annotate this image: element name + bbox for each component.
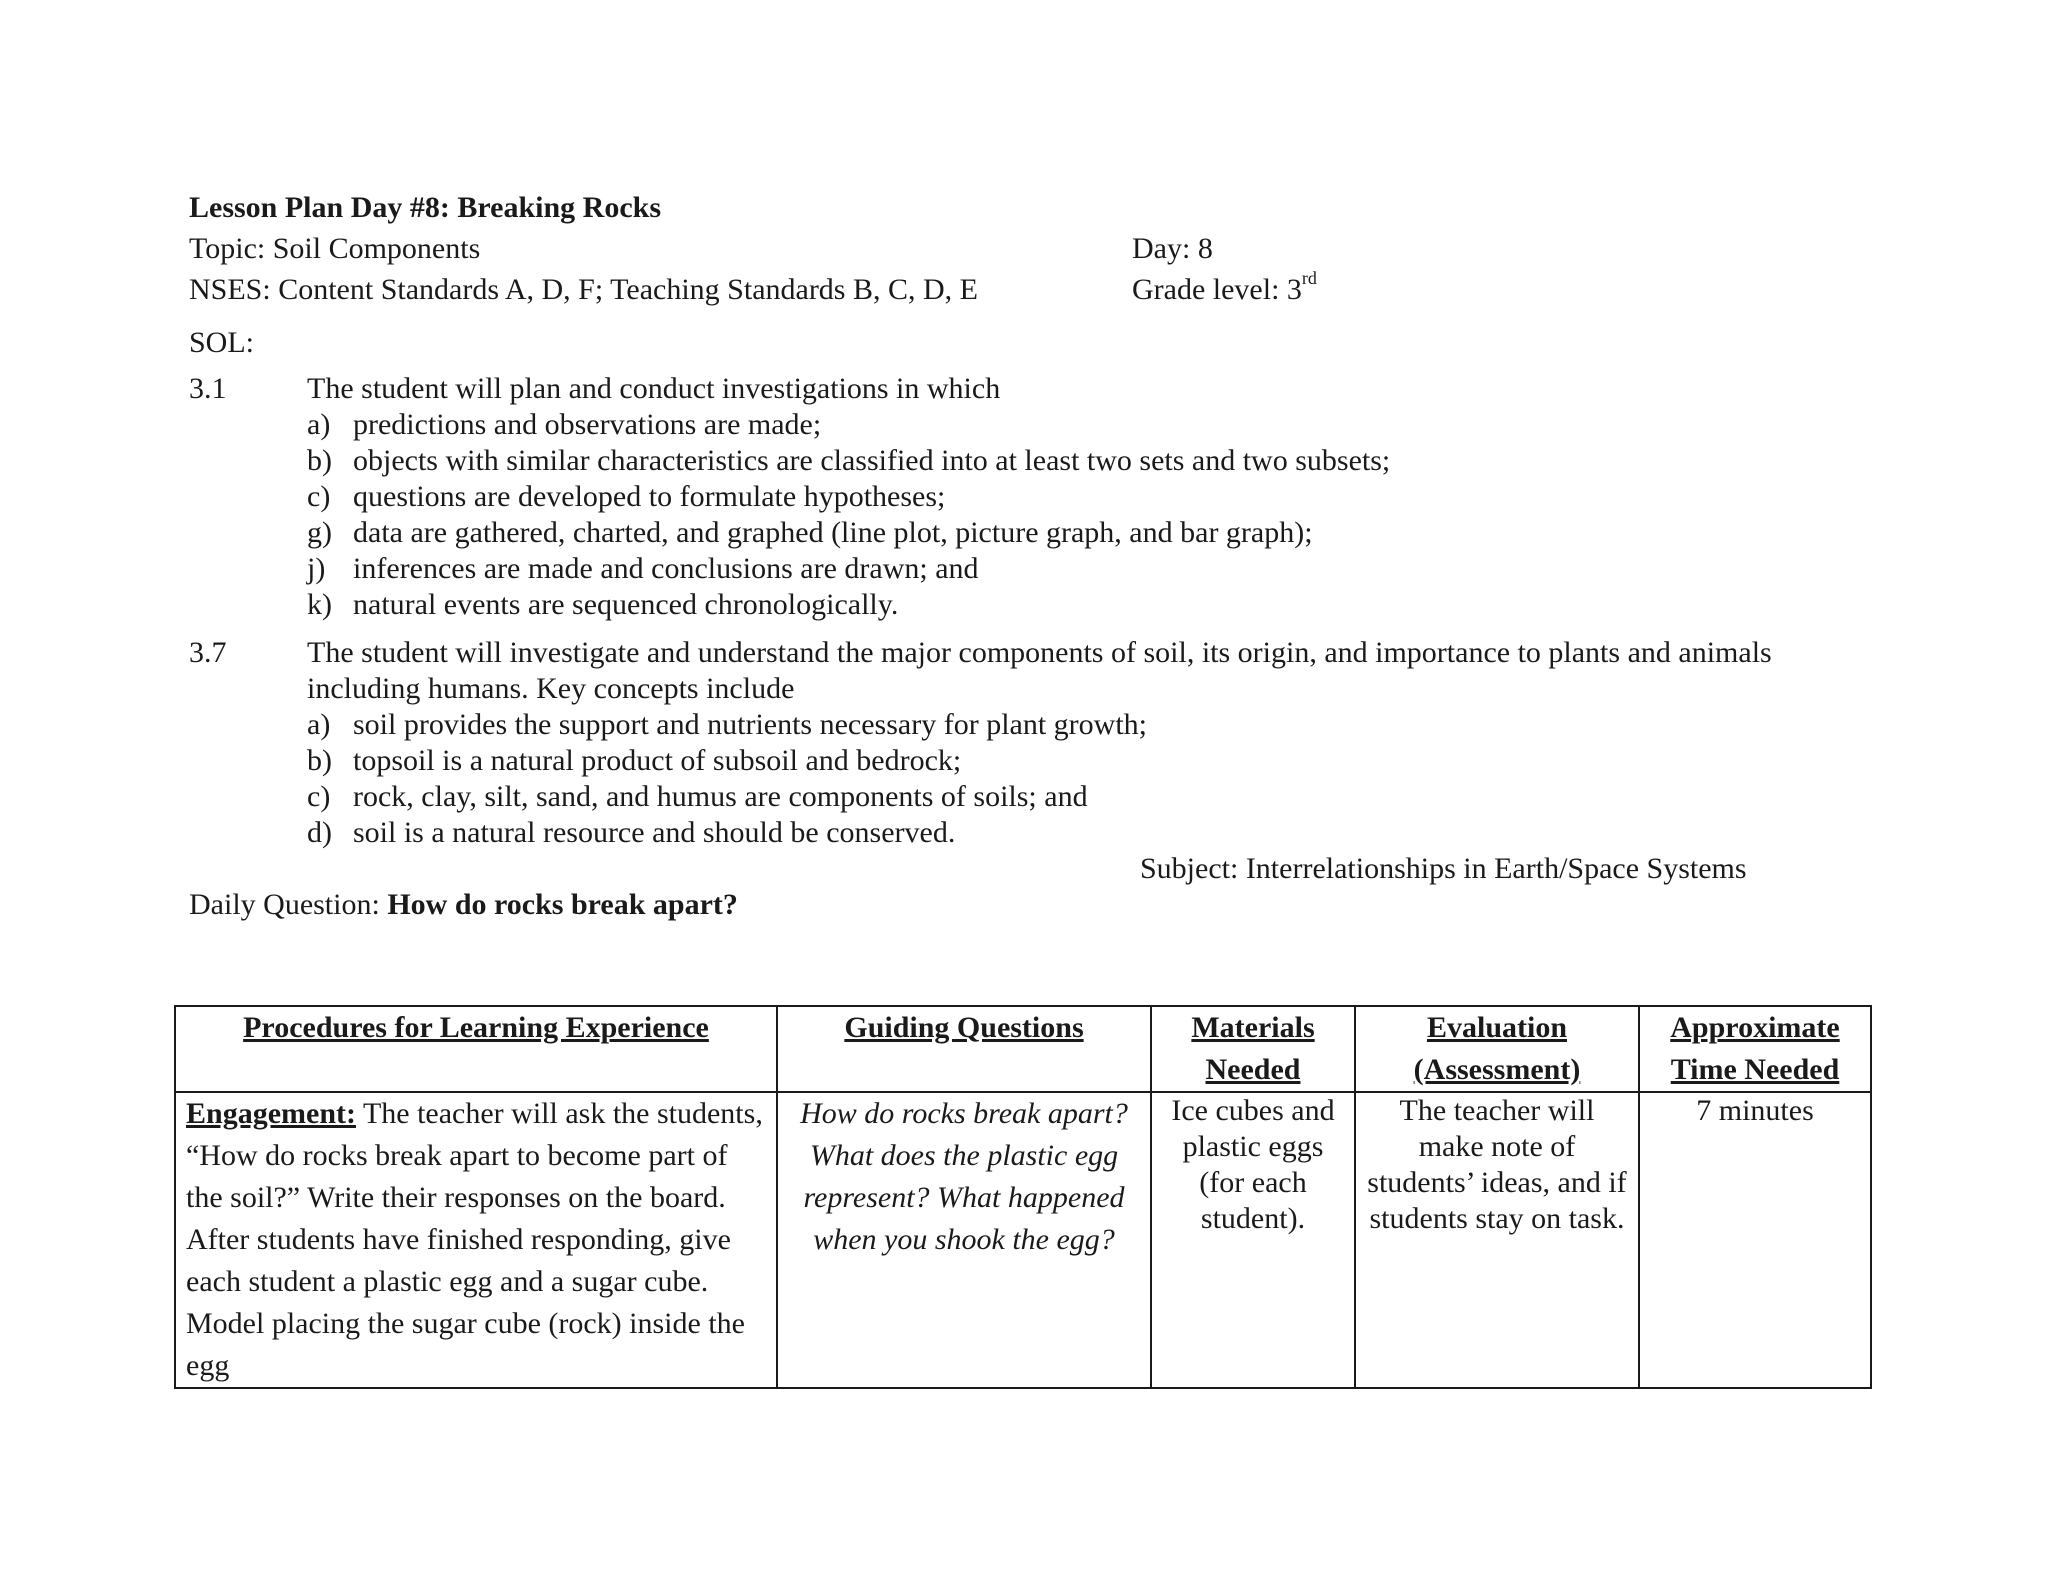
topic-line: Topic: Soil Components — [189, 232, 481, 265]
sol-item-letter: b) — [307, 744, 332, 777]
lesson-plan-table — [174, 1005, 1872, 1389]
sol-item — [307, 551, 979, 587]
sol-item — [307, 815, 955, 851]
sol-intro: The student will plan and conduct investigations in which — [307, 372, 1001, 405]
sol-item-text: data are gathered, charted, and graphed (line plot, picture graph, and bar graph); — [353, 516, 1313, 549]
daily-question-label: Daily Question: — [189, 888, 388, 921]
grade-level-text: Grade level: 3 — [1132, 273, 1302, 306]
sol-item-letter: d) — [307, 816, 332, 849]
engagement-text: The teacher will ask the students, “How do rocks break apart to become part of the soil?” Write their responses on the board. After students have finished responding, give each student a plastic egg and a sugar cube. Model placing the sugar cube (rock) inside the egg — [186, 1097, 763, 1382]
sol-item-letter: a) — [307, 408, 331, 441]
daily-question — [189, 887, 738, 923]
sol-item-text: natural events are sequenced chronologically. — [353, 588, 899, 621]
time-cell: 7 minutes — [1639, 1092, 1871, 1388]
header-evaluation: Evaluation (Assessment) — [1355, 1006, 1639, 1092]
sol-intro-line2: including humans. Key concepts include — [307, 672, 795, 705]
procedures-cell — [175, 1092, 777, 1388]
sol-item — [307, 407, 821, 443]
grade-level-suffix: rd — [1301, 268, 1317, 288]
day-label: Day: 8 — [1132, 232, 1213, 265]
header-time: Approximate Time Needed — [1639, 1006, 1871, 1092]
sol-item — [307, 779, 1088, 815]
sol-item — [307, 443, 1390, 479]
sol-number: 3.7 — [189, 636, 227, 669]
daily-question-text: How do rocks break apart? — [387, 888, 738, 921]
subject-line: Subject: Interrelationships in Earth/Space Systems — [1140, 852, 1747, 885]
materials-cell: Ice cubes and plastic eggs (for each student). — [1151, 1092, 1355, 1388]
table-row — [175, 1092, 1871, 1388]
grade-level — [1132, 268, 1317, 308]
sol-item-text: questions are developed to formulate hypotheses; — [353, 480, 946, 513]
sol-item-text: soil is a natural resource and should be conserved. — [353, 816, 956, 849]
sol-item-text: topsoil is a natural product of subsoil and bedrock; — [353, 744, 962, 777]
sol-item-text: soil provides the support and nutrients necessary for plant growth; — [353, 708, 1148, 741]
sol-label: SOL: — [189, 326, 255, 359]
sol-item-text: inferences are made and conclusions are drawn; and — [353, 552, 979, 585]
engagement-label: Engagement: — [186, 1097, 356, 1130]
header-materials: Materials Needed — [1151, 1006, 1355, 1092]
guiding-questions-cell: How do rocks break apart? What does the plastic egg represent? What happened when you shook the egg? — [777, 1092, 1151, 1388]
sol-item-text: objects with similar characteristics are classified into at least two sets and two subsets; — [353, 444, 1391, 477]
lesson-title: Lesson Plan Day #8: Breaking Rocks — [189, 191, 662, 224]
sol-item-letter: c) — [307, 480, 331, 513]
nses-line: NSES: Content Standards A, D, F; Teaching Standards B, C, D, E — [189, 273, 978, 306]
sol-item-text: rock, clay, silt, sand, and humus are components of soils; and — [353, 780, 1088, 813]
sol-item — [307, 479, 945, 515]
sol-number: 3.1 — [189, 372, 227, 405]
sol-item-letter: c) — [307, 780, 331, 813]
sol-item-letter: b) — [307, 444, 332, 477]
sol-intro-line1: The student will investigate and understand the major components of soil, its origin, and importance to plants and animals — [307, 636, 1772, 669]
sol-item-letter: k) — [307, 588, 332, 621]
header-guiding-questions: Guiding Questions — [777, 1006, 1151, 1092]
sol-item — [307, 707, 1147, 743]
sol-item — [307, 515, 1313, 551]
sol-item-letter: j) — [307, 552, 326, 585]
sol-item-letter: a) — [307, 708, 331, 741]
sol-item — [307, 743, 961, 779]
sol-item-text: predictions and observations are made; — [353, 408, 822, 441]
sol-item-letter: g) — [307, 516, 332, 549]
evaluation-cell: The teacher will make note of students’ ideas, and if students stay on task. — [1355, 1092, 1639, 1388]
table-header-row — [175, 1006, 1871, 1092]
header-procedures: Procedures for Learning Experience — [175, 1006, 777, 1092]
sol-item — [307, 587, 898, 623]
